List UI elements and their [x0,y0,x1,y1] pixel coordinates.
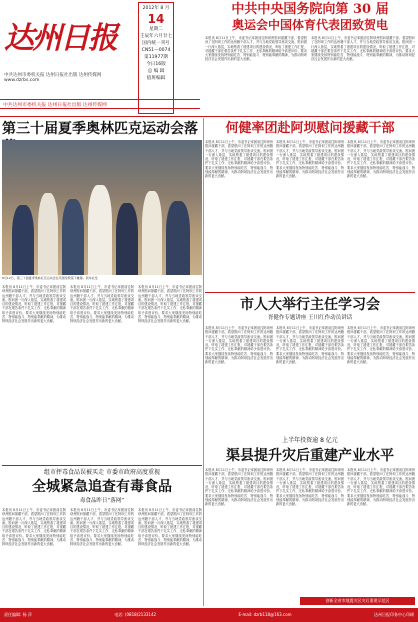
date-editor: 总 编 辑 [147,69,165,74]
date-cn-label: 国内统一刊号 [142,41,170,46]
hero-body-col3: 本报讯 8月11日上午，市委书记率团前往阿坝州慰问援藏干部，看望慰问了在阿坝工作的达州籍干部人才，并与当地党政领导座谈交流。慰问团一行深入基层，实地察看了援建项目的建设情况，听取了援建工作汇报，对援藏干部在艰苦条件下扎实工作、无私奉献的精神给予高度评价。要求大家继续发扬特别能吃苦、特别能战斗、特别能奉献的精神，为推动阿坝经济社会发展作出新的更大贡献。 [347,140,415,179]
date-cn: CN51—0074 [141,48,171,53]
municipal-subhead: 胥健作专题讲座 王川红作动员讲话 [267,315,353,321]
olympics-caption: 8月12日，第三十届夏季奥林匹克运动会在英国伦敦落下帷幕。新华社发 [2,276,98,280]
date-duty: 值班编辑 [146,76,166,81]
footer-printer: 达州日报印务中心印刷 [373,612,414,617]
hero-body-col1: 本报讯 8月11日上午，市委书记率团前往阿坝州慰问援藏干部，看望慰问了在阿坝工作的达州籍干部人才，并与当地党政领导座谈交流。慰问团一行深入基层，实地察看了援建项目的建设情况，听取了援建工作汇报，对援藏干部在艰苦条件下扎实工作、无私奉献的精神给予高度评价。要求大家继续发扬特别能吃苦、特别能战斗、特别能奉献的精神，为推动阿坝经济社会发展作出新的更大贡献。 [205,140,273,179]
hero-headline: 何健率团赴阿坝慰问援藏干部 [225,121,395,136]
date-box [138,2,174,114]
municipal-body-col2: 本报讯 8月11日上午，市委书记率团前往阿坝州慰问援藏干部，看望慰问了在阿坝工作的达州籍干部人才，并与当地党政领导座谈交流。慰问团一行深入基层，实地察看了援建项目的建设情况，听取了援建工作汇报，对援藏干部在艰苦条件下扎实工作、无私奉献的精神给予高度评价。要求大家继续发扬特别能吃苦、特别能战斗、特别能奉献的精神，为推动阿坝经济社会发展作出新的更大贡献。 [276,326,344,365]
qu-kicker: 上半年投资逾 8 亿元 [282,437,338,444]
lead-body-col2: 本报讯 8月11日上午，市委书记率团前往阿坝州慰问援藏干部，看望慰问了在阿坝工作的达州籍干部人才，并与当地党政领导座谈交流。慰问团一行深入基层，实地察看了援建项目的建设情况，听取了援建工作汇报，对援藏干部在艰苦条件下扎实工作、无私奉献的精神给予高度评价。要求大家继续发扬特别能吃苦、特别能战斗、特别能奉献的精神，为推动阿坝经济社会发展作出新的更大贡献。 [311,36,415,62]
date-lunar: 壬辰年六月廿七 [139,34,173,39]
date-day: 14 [147,12,165,26]
divider-food [2,465,202,466]
column-separator [203,118,204,606]
masthead-url-line: 中共达州市委机关报 达州日报社出版 达州传媒网 www.dzrbs.com [4,73,102,83]
qu-headline: 渠县提升灾后重建产业水平 [226,448,394,464]
food-body-col2: 本报讯 8月11日上午，市委书记率团前往阿坝州慰问援藏干部，看望慰问了在阿坝工作的达州籍干部人才，并与当地党政领导座谈交流。慰问团一行深入基层，实地察看了援建项目的建设情况，听取了援建工作汇报，对援藏干部在艰苦条件下扎实工作、无私奉献的精神给予高度评价。要求大家继续发扬特别能吃苦、特别能战斗、特别能奉献的精神，为推动阿坝经济社会发展作出新的更大贡献。 [70,508,134,547]
qu-body-col3: 本报讯 8月11日上午，市委书记率团前往阿坝州慰问援藏干部，看望慰问了在阿坝工作的达州籍干部人才，并与当地党政领导座谈交流。慰问团一行深入基层，实地察看了援建项目的建设情况，听取了援建工作汇报，对援藏干部在艰苦条件下扎实工作、无私奉献的精神给予高度评价。要求大家继续发扬特别能吃苦、特别能战斗、特别能奉献的精神，为推动阿坝经济社会发展作出新的更大贡献。 [347,468,415,507]
lead-body-col1: 本报讯 8月11日上午，市委书记率团前往阿坝州慰问援藏干部，看望慰问了在阿坝工作的达州籍干部人才，并与当地党政领导座谈交流。慰问团一行深入基层，实地察看了援建项目的建设情况，听取了援建工作汇报，对援藏干部在艰苦条件下扎实工作、无私奉献的精神给予高度评价。要求大家继续发扬特别能吃苦、特别能战斗、特别能奉献的精神，为推动阿坝经济社会发展作出新的更大贡献。 [205,36,307,62]
hero-body-col2: 本报讯 8月11日上午，市委书记率团前往阿坝州慰问援藏干部，看望慰问了在阿坝工作的达州籍干部人才，并与当地党政领导座谈交流。慰问团一行深入基层，实地察看了援建项目的建设情况，听取了援建工作汇报，对援藏干部在艰苦条件下扎实工作、无私奉献的精神给予高度评价。要求大家继续发扬特别能吃苦、特别能战斗、特别能奉献的精神，为推动阿坝经济社会发展作出新的更大贡献。 [276,140,344,179]
date-weekday: 星期二 [149,27,163,32]
footer-email: E-mail: dzrb118@163.com [238,612,292,617]
footer-phone: 电话: (0818)2133142 [114,612,157,617]
food-body-col3: 本报讯 8月11日上午，市委书记率团前往阿坝州慰问援藏干部，看望慰问了在阿坝工作的达州籍干部人才，并与当地党政领导座谈交流。慰问团一行深入基层，实地察看了援建项目的建设情况，听取了援建工作汇报，对援藏干部在艰苦条件下扎实工作、无私奉献的精神给予高度评价。要求大家继续发扬特别能吃苦、特别能战斗、特别能奉献的精神，为推动阿坝经济社会发展作出新的更大贡献。 [138,508,202,547]
date-pages: 今日16版 [146,62,166,67]
date-issue: 第11977期 [144,55,168,60]
divider-mid [205,292,415,293]
footer-bar [0,608,418,622]
masthead-logo: 达州日报 [4,21,116,56]
slogan-bar: 中共达州市委机关报 达州日报社出版 达州传媒网 [0,99,200,109]
divider-top [0,116,418,117]
food-headline: 全城紧急追查有毒食品 [32,479,172,495]
food-subhead: 毒食品昨日“落网” [79,498,125,504]
olympics-headline: 第三十届夏季奥林匹克运动会落 [2,121,198,137]
municipal-body-col1: 本报讯 8月11日上午，市委书记率团前往阿坝州慰问援藏干部，看望慰问了在阿坝工作的达州籍干部人才，并与当地党政领导座谈交流。慰问团一行深入基层，实地察看了援建项目的建设情况，听取了援建工作汇报，对援藏干部在艰苦条件下扎实工作、无私奉献的精神给予高度评价。要求大家继续发扬特别能吃苦、特别能战斗、特别能奉献的精神，为推动阿坝经济社会发展作出新的更大贡献。 [205,326,273,365]
food-body-col1: 本报讯 8月11日上午，市委书记率团前往阿坝州慰问援藏干部，看望慰问了在阿坝工作的达州籍干部人才，并与当地党政领导座谈交流。慰问团一行深入基层，实地察看了援建项目的建设情况，听取了援建工作汇报，对援藏干部在艰苦条件下扎实工作、无私奉献的精神给予高度评价。要求大家继续发扬特别能吃苦、特别能战斗、特别能奉献的精神，为推动阿坝经济社会发展作出新的更大贡献。 [2,508,66,547]
lead-headline-line2: 奥运会中国体育代表团致贺电 [231,18,388,32]
qu-body-col2: 本报讯 8月11日上午，市委书记率团前往阿坝州慰问援藏干部，看望慰问了在阿坝工作的达州籍干部人才，并与当地党政领导座谈交流。慰问团一行深入基层，实地察看了援建项目的建设情况，听取了援建工作汇报，对援藏干部在艰苦条件下扎实工作、无私奉献的精神给予高度评价。要求大家继续发扬特别能吃苦、特别能战斗、特别能奉献的精神，为推动阿坝经济社会发展作出新的更大贡献。 [276,468,344,507]
olympics-body-col3: 本报讯 8月11日上午，市委书记率团前往阿坝州慰问援藏干部，看望慰问了在阿坝工作的达州籍干部人才，并与当地党政领导座谈交流。慰问团一行深入基层，实地察看了援建项目的建设情况，听取了援建工作汇报，对援藏干部在艰苦条件下扎实工作、无私奉献的精神给予高度评价。要求大家继续发扬特别能吃苦、特别能战斗、特别能奉献的精神，为推动阿坝经济社会发展作出新的更大贡献。 [138,285,202,324]
olympics-body-col1: 本报讯 8月11日上午，市委书记率团前往阿坝州慰问援藏干部，看望慰问了在阿坝工作的达州籍干部人才，并与当地党政领导座谈交流。慰问团一行深入基层，实地察看了援建项目的建设情况，听取了援建工作汇报，对援藏干部在艰苦条件下扎实工作、无私奉献的精神给予高度评价。要求大家继续发扬特别能吃苦、特别能战斗、特别能奉献的精神，为推动阿坝经济社会发展作出新的更大贡献。 [2,285,66,324]
municipal-headline: 市人大举行主任学习会 [240,297,380,313]
municipal-body-col3: 本报讯 8月11日上午，市委书记率团前往阿坝州慰问援藏干部，看望慰问了在阿坝工作的达州籍干部人才，并与当地党政领导座谈交流。慰问团一行深入基层，实地察看了援建项目的建设情况，听取了援建工作汇报，对援藏干部在艰苦条件下扎实工作、无私奉献的精神给予高度评价。要求大家继续发扬特别能吃苦、特别能战斗、特别能奉献的精神，为推动阿坝经济社会发展作出新的更大贡献。 [347,326,415,365]
footer-editor: 责任编辑: 杨 萍 [4,612,32,617]
olympics-photo [2,140,202,275]
lead-headline [205,2,415,33]
qu-body-col1: 本报讯 8月11日上午，市委书记率团前往阿坝州慰问援藏干部，看望慰问了在阿坝工作的达州籍干部人才，并与当地党政领导座谈交流。慰问团一行深入基层，实地察看了援建项目的建设情况，听取了援建工作汇报，对援藏干部在艰苦条件下扎实工作、无私奉献的精神给予高度评价。要求大家继续发扬特别能吃苦、特别能战斗、特别能奉献的精神，为推动阿坝经济社会发展作出新的更大贡献。 [205,468,273,507]
lead-headline-line1: 中共中央国务院向第 30 届 [231,2,389,17]
bottom-banner: 创新全省市地震灾区灾后重建示范区 [300,597,415,605]
olympics-body-col2: 本报讯 8月11日上午，市委书记率团前往阿坝州慰问援藏干部，看望慰问了在阿坝工作的达州籍干部人才，并与当地党政领导座谈交流。慰问团一行深入基层，实地察看了援建项目的建设情况，听取了援建工作汇报，对援藏干部在艰苦条件下扎实工作、无私奉献的精神给予高度评价。要求大家继续发扬特别能吃苦、特别能战斗、特别能奉献的精神，为推动阿坝经济社会发展作出新的更大贡献。 [70,285,134,324]
food-kicker: 组市抨毒食品误被买走 市委市政府高度重视 [44,469,160,476]
date-year-month: 2012年 8 月 [142,6,170,11]
